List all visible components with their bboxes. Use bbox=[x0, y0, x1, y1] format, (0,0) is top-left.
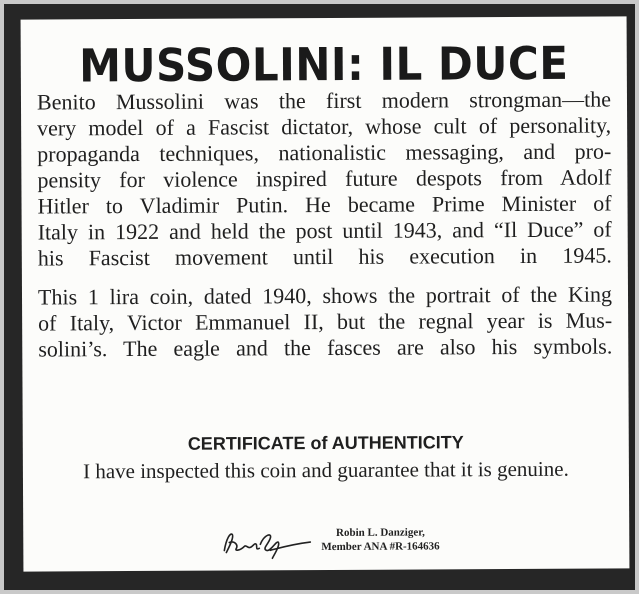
signature-image bbox=[220, 520, 312, 560]
paragraph-line: his Fascist movement until his execution in 1945. bbox=[37, 242, 612, 271]
paragraph-line: solini’s. The eagle and the fasces are also his symbols. bbox=[38, 333, 613, 362]
paragraph-line: Italy in 1922 and held the post until 1943, and “Il Duce” of bbox=[37, 216, 612, 245]
signatory-block bbox=[321, 525, 439, 554]
page-title: MUSSOLINI: IL DUCE bbox=[79, 36, 569, 93]
paragraph-line: propaganda techniques, nationalistic messaging, and pro- bbox=[37, 138, 612, 167]
coin-paragraph bbox=[38, 281, 612, 362]
description-paragraph bbox=[37, 87, 612, 272]
paragraph-line: Hitler to Vladimir Putin. He became Prime Minister of bbox=[37, 190, 612, 219]
paragraph-line: This 1 lira coin, dated 1940, shows the portrait of the King bbox=[37, 281, 613, 310]
certificate-card bbox=[21, 16, 630, 571]
certificate-heading: CERTIFICATE of AUTHENTICITY bbox=[187, 432, 464, 454]
paragraph-line: of Italy, Victor Emmanuel II, but the regnal year is Mus- bbox=[38, 307, 613, 336]
certificate-statement: I have inspected this coin and guarantee that it is genuine. bbox=[82, 456, 569, 484]
paragraph-line: pensity for violence inspired future despots from Adolf bbox=[37, 164, 612, 193]
paragraph-line: very model of a Fascist dictator, whose cult of personality, bbox=[37, 112, 612, 141]
signatory-credential: Member ANA #R-164636 bbox=[321, 540, 440, 554]
black-border-frame bbox=[4, 4, 635, 590]
paragraph-line: Benito Mussolini was the first modern strongman—the bbox=[36, 86, 612, 115]
signatory-name: Robin L. Danziger, bbox=[335, 526, 425, 539]
